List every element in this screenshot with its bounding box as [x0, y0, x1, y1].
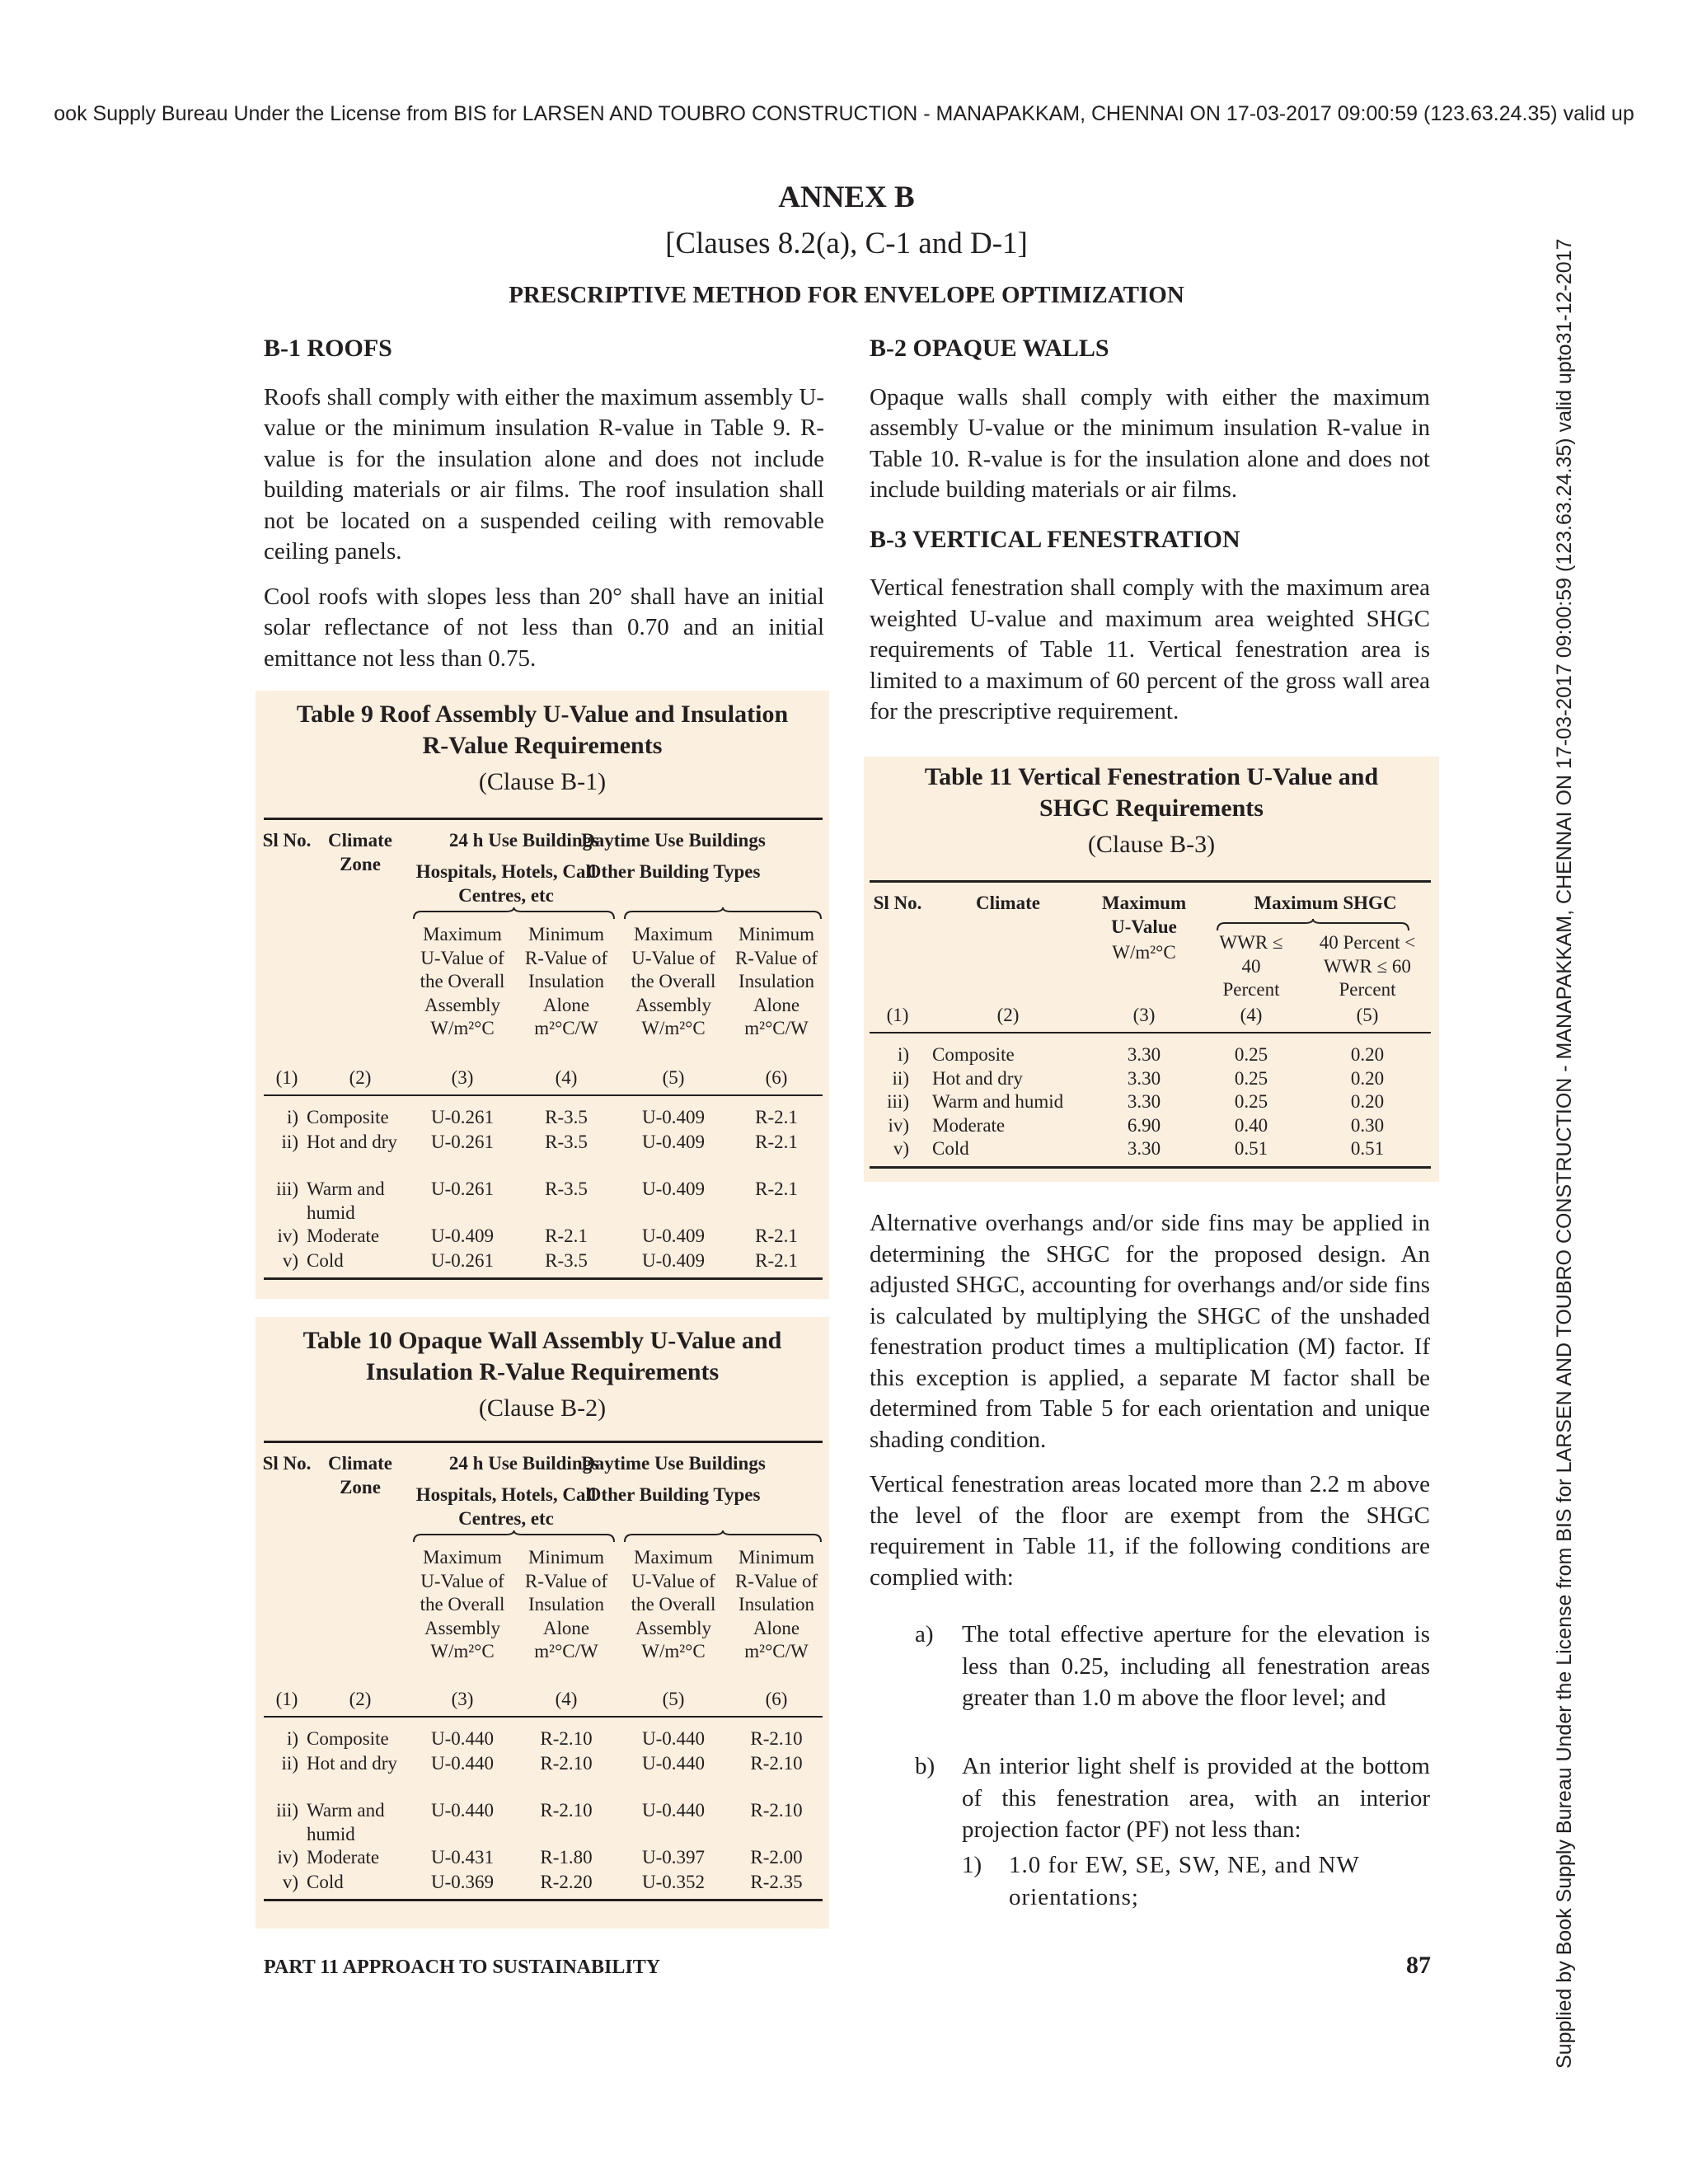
table9-h-24h: 24 h Use Buildings	[448, 830, 600, 851]
table9-row-v3: U-0.409	[430, 1226, 495, 1246]
item-1-label: 1)	[962, 1852, 982, 1878]
table9-row-sl: ii)	[281, 1132, 298, 1152]
table11-num-1: (1)	[886, 1005, 909, 1025]
table9-clause: (Clause B-1)	[478, 768, 607, 795]
table10-h-24h-sub: Hospitals, Hotels, Call Centres, etc	[415, 1484, 597, 1529]
table9-row-v3: U-0.261	[430, 1107, 495, 1127]
page-title: PRESCRIPTIVE METHOD FOR ENVELOPE OPTIMIZATION	[509, 282, 1184, 308]
table9-num-4: (4)	[555, 1067, 578, 1088]
table9-num-2: (2)	[349, 1067, 372, 1088]
table10-row-v5: U-0.440	[641, 1800, 706, 1821]
table11-row-s1: 0.25	[1234, 1044, 1268, 1065]
table11-h-shgc: Maximum SHGC	[1254, 893, 1397, 913]
table9-num-6: (6)	[765, 1067, 788, 1088]
table11-h-u: Maximum U-Value	[1101, 893, 1187, 937]
table11-h-wwr2: 40 Percent < WWR ≤ 60 Percent	[1319, 932, 1416, 1000]
table10-top-rule	[264, 1441, 823, 1443]
table11-num-5: (5)	[1356, 1005, 1379, 1025]
table9-subhead-5: Maximum U-Value of the Overall Assembly W/m²°C	[631, 924, 716, 1038]
table11-row-climate: Hot and dry	[932, 1067, 1023, 1089]
table11-row-s2: 0.51	[1350, 1138, 1385, 1159]
table10-row-v3: U-0.431	[430, 1847, 495, 1868]
table10-h-climate: Climate Zone	[328, 1453, 392, 1497]
table9-brace-day	[624, 907, 822, 920]
table9-subhead-6: Minimum R-Value of Insulation Alone m²°C/W	[734, 924, 818, 1038]
table10-row-sl: iv)	[277, 1847, 298, 1868]
table11-h-wwr1: WWR ≤ 40 Percent	[1219, 932, 1283, 1000]
table9-row-v6: R-2.1	[755, 1179, 798, 1199]
table10-num-4: (4)	[555, 1689, 578, 1709]
table9-row-sl: iii)	[276, 1179, 298, 1199]
table11-row-climate: Moderate	[932, 1114, 1006, 1136]
table11-row-s2: 0.20	[1350, 1091, 1385, 1112]
table11-num-3: (3)	[1132, 1005, 1156, 1025]
table10-num-1: (1)	[275, 1689, 298, 1709]
table10-row-v3: U-0.440	[430, 1728, 495, 1749]
table11-row-sl: i)	[897, 1044, 909, 1065]
table9-row-sl: v)	[282, 1250, 298, 1271]
right-para1: Alternative overhangs and/or side fins may be applied in determining the SHGC for the proposed design. An adjusted SHGC, accounting for overhangs and/or side fins is calculated by multiplying the SHGC of the unshaded fenestration product times a multiplication (M) factor. If this exception is applied, a separate M factor shall be determined from Table 5 for each orientation and unique shading condition.	[870, 1210, 1430, 1453]
table9-row-v3: U-0.261	[430, 1132, 495, 1152]
table11-h-u-unit: W/m²°C	[1112, 942, 1176, 963]
table10-clause: (Clause B-2)	[478, 1394, 607, 1422]
table10-subhead-4: Minimum R-Value of Insulation Alone m²°C/W	[524, 1547, 608, 1661]
table11-top-rule	[870, 880, 1431, 883]
table10-num-3: (3)	[451, 1689, 474, 1709]
page-number: 87	[1406, 1952, 1431, 1979]
table10-row-v6: R-2.10	[750, 1753, 803, 1774]
b3-para: Vertical fenestration shall comply with the maximum area weighted U-value and maximum area weighted SHGC requirements of Table 11. Vertical fenestration area is limited to a maximum of 60 percent of the gross wall area for the prescriptive requirement.	[870, 574, 1430, 724]
table9-row-zone: Composite	[307, 1107, 389, 1127]
table11-row-climate: Warm and humid	[932, 1091, 1064, 1112]
table10-row-zone: Moderate	[307, 1847, 380, 1868]
table11-bottom-rule	[870, 1166, 1431, 1169]
table9-row-v5: U-0.409	[641, 1107, 706, 1127]
table11-row-climate: Composite	[932, 1044, 1015, 1065]
table11	[870, 880, 1431, 1177]
table10-head-rule	[264, 1716, 823, 1718]
table11-row-u: 3.30	[1127, 1091, 1161, 1112]
table9-top-rule	[264, 818, 823, 820]
table9-num-5: (5)	[662, 1067, 685, 1088]
table9-row-v6: R-2.1	[755, 1132, 798, 1152]
table10-row-v6: R-2.10	[750, 1800, 803, 1821]
watermark-side: Supplied by Book Supply Bureau Under the License from BIS for LARSEN AND TOUBRO CONSTRUCTION - MANAPAKKAM, CHENNAI ON 17-03-2017 09:00:59 (123.63.24.35) valid upto31-12-2017	[1553, 238, 1576, 2069]
table10-row-v4: R-2.10	[540, 1753, 593, 1774]
table9-h-climate: Climate Zone	[328, 830, 392, 874]
table9-row-v3: U-0.261	[430, 1250, 495, 1271]
table9-row-zone: Hot and dry	[307, 1132, 397, 1152]
b1-heading: B-1 ROOFS	[264, 335, 392, 362]
footer-part: PART 11 APPROACH TO SUSTAINABILITY	[264, 1957, 661, 1978]
table9-num-3: (3)	[451, 1067, 474, 1088]
table9-subhead-4: Minimum R-Value of Insulation Alone m²°C/W	[524, 924, 608, 1038]
table9-row-zone: Cold	[307, 1250, 344, 1271]
table11-h-climate: Climate	[976, 893, 1040, 913]
table10-row-v5: U-0.440	[641, 1728, 706, 1749]
table11-row-s2: 0.30	[1350, 1114, 1385, 1136]
table10-h-day: Daytime Use Buildings	[581, 1453, 766, 1474]
table9-head-rule	[264, 1094, 823, 1096]
table10-num-5: (5)	[662, 1689, 685, 1709]
table10-h-24h: 24 h Use Buildings	[448, 1453, 600, 1474]
b2-heading: B-2 OPAQUE WALLS	[870, 335, 1109, 362]
table10-row-v3: U-0.440	[430, 1753, 495, 1774]
table10-row-v4: R-2.10	[540, 1800, 593, 1821]
table11-row-sl: iii)	[887, 1091, 909, 1112]
table9-h-day: Daytime Use Buildings	[581, 830, 766, 851]
table9-row-v5: U-0.409	[641, 1226, 706, 1246]
section-b1	[264, 333, 824, 674]
table10-row-v6: R-2.00	[750, 1847, 803, 1868]
table11-row-sl: v)	[893, 1138, 909, 1159]
table11-brace-shgc	[1217, 918, 1409, 931]
b2-para: Opaque walls shall comply with either the maximum assembly U-value or the minimum insulation R-value in Table 10. R-value is for the insulation alone and does not include building materials or air films.	[870, 383, 1430, 503]
b1-para1: Roofs shall comply with either the maximum assembly U-value or the minimum insulation R-value in Table 9. R-value is for the insulation alone and does not include building materials or air films. The roof insulation shall not be located on a suspended ceiling with removable ceiling panels.	[264, 383, 824, 565]
table9-row-sl: i)	[286, 1107, 298, 1127]
table9-bottom-rule	[264, 1277, 823, 1280]
table9-row-v5: U-0.409	[641, 1250, 706, 1271]
table10-row-v5: U-0.440	[641, 1753, 706, 1774]
table11-row-s1: 0.51	[1234, 1138, 1268, 1159]
table9-h-day-sub: Other Building Types	[586, 861, 761, 882]
item-b-label: b)	[915, 1753, 935, 1779]
table9-row-v4: R-3.5	[545, 1132, 588, 1152]
table9	[264, 818, 823, 1287]
table11-row-u: 3.30	[1127, 1044, 1161, 1065]
table10-brace-day	[624, 1530, 822, 1543]
annex-title: ANNEX B	[778, 180, 915, 214]
table11-row-s1: 0.25	[1234, 1067, 1268, 1089]
table10-subhead-6: Minimum R-Value of Insulation Alone m²°C/W	[734, 1547, 818, 1661]
annex-clauses: [Clauses 8.2(a), C-1 and D-1]	[665, 227, 1028, 260]
table10-row-zone: Warm and humid	[307, 1800, 385, 1844]
table11-title: Table 11 Vertical Fenestration U-Value and SHGC Requirements	[924, 763, 1379, 822]
table10-row-zone: Cold	[307, 1872, 344, 1892]
table10-num-2: (2)	[349, 1689, 372, 1709]
table10-num-6: (6)	[765, 1689, 788, 1709]
table9-row-v4: R-3.5	[545, 1107, 588, 1127]
table10	[264, 1441, 823, 1919]
table9-h-24h-sub: Hospitals, Hotels, Call Centres, etc	[415, 861, 597, 906]
table11-h-sl: Sl No.	[873, 893, 922, 913]
table10-h-sl: Sl No.	[262, 1453, 312, 1474]
table10-row-v4: R-2.20	[540, 1872, 593, 1892]
section-b2	[870, 333, 1430, 728]
item-a-label: a)	[915, 1621, 934, 1647]
table10-title: Table 10 Opaque Wall Assembly U-Value and Insulation R-Value Requirements	[302, 1327, 782, 1385]
table9-row-v4: R-3.5	[545, 1179, 588, 1199]
table10-row-v3: U-0.440	[430, 1800, 495, 1821]
table9-row-v4: R-3.5	[545, 1250, 588, 1271]
table10-row-sl: i)	[286, 1728, 298, 1749]
table9-brace-24h	[413, 907, 615, 920]
b1-para2: Cool roofs with slopes less than 20° shall have an initial solar reflectance of not less than 0.70 and an initial emittance not less than 0.75.	[264, 583, 824, 672]
item-b: An interior light shelf is provided at the bottom of this fenestration area, with an interior projection factor (PF) not less than:	[962, 1753, 1430, 1843]
item-1: 1.0 for EW, SE, SW, NE, and NW orientations;	[1009, 1852, 1360, 1910]
table10-row-zone: Hot and dry	[307, 1753, 397, 1774]
table10-bottom-rule	[264, 1899, 823, 1901]
table10-row-sl: v)	[282, 1872, 298, 1892]
table11-row-u: 3.30	[1127, 1067, 1161, 1089]
table11-row-s2: 0.20	[1350, 1044, 1385, 1065]
table10-h-day-sub: Other Building Types	[586, 1484, 761, 1505]
table9-h-sl: Sl No.	[262, 830, 312, 851]
table10-row-v6: R-2.35	[750, 1872, 803, 1892]
table10-row-v4: R-2.10	[540, 1728, 593, 1749]
table11-row-sl: ii)	[892, 1067, 909, 1089]
table10-brace-24h	[413, 1530, 615, 1543]
table10-row-sl: ii)	[281, 1753, 298, 1774]
table9-row-v6: R-2.1	[755, 1107, 798, 1127]
table9-row-sl: iv)	[277, 1226, 298, 1246]
table10-row-sl: iii)	[276, 1800, 298, 1821]
table9-row-zone: Warm and humid	[307, 1179, 385, 1223]
table9-subhead-3: Maximum U-Value of the Overall Assembly W/m²°C	[420, 924, 505, 1038]
table11-row-climate: Cold	[932, 1138, 969, 1159]
table11-row-sl: iv)	[888, 1114, 909, 1136]
table9-num-1: (1)	[275, 1067, 298, 1088]
table10-subhead-3: Maximum U-Value of the Overall Assembly W/m²°C	[420, 1547, 505, 1661]
table9-title: Table 9 Roof Assembly U-Value and Insulation R-Value Requirements	[296, 701, 789, 759]
table11-num-2: (2)	[996, 1005, 1020, 1025]
item-a: The total effective aperture for the elevation is less than 0.25, including all fenestration areas greater than 1.0 m above the floor level; and	[962, 1621, 1430, 1711]
table9-row-v6: R-2.1	[755, 1250, 798, 1271]
table11-clause: (Clause B-3)	[1087, 831, 1216, 858]
table11-row-s2: 0.20	[1350, 1067, 1385, 1089]
table10-row-v6: R-2.10	[750, 1728, 803, 1749]
table10-row-zone: Composite	[307, 1728, 389, 1749]
table9-row-v5: U-0.409	[641, 1132, 706, 1152]
table11-row-u: 6.90	[1127, 1114, 1161, 1136]
table10-row-v4: R-1.80	[540, 1847, 593, 1868]
table11-row-s1: 0.25	[1234, 1091, 1268, 1112]
table10-row-v5: U-0.352	[641, 1872, 706, 1892]
table10-row-v3: U-0.369	[430, 1872, 495, 1892]
watermark-top: ook Supply Bureau Under the License from BIS for LARSEN AND TOUBRO CONSTRUCTION - MANAPAKKAM, CHENNAI ON 17-03-2017 09:00:59 (123.63.24.35) valid up	[54, 102, 1634, 125]
table9-row-v5: U-0.409	[641, 1179, 706, 1199]
table9-row-v6: R-2.1	[755, 1226, 798, 1246]
right-continued	[870, 1208, 1430, 1593]
right-para2: Vertical fenestration areas located more than 2.2 m above the level of the floor are exempt from the SHGC requirement in Table 11, if the following conditions are complied with:	[870, 1471, 1430, 1591]
table9-row-v3: U-0.261	[430, 1179, 495, 1199]
table11-row-u: 3.30	[1127, 1138, 1161, 1159]
table10-subhead-5: Maximum U-Value of the Overall Assembly W/m²°C	[631, 1547, 716, 1661]
table11-row-s1: 0.40	[1234, 1114, 1268, 1136]
b3-heading: B-3 VERTICAL FENESTRATION	[870, 525, 1240, 553]
table10-row-v5: U-0.397	[641, 1847, 706, 1868]
table11-num-4: (4)	[1240, 1005, 1263, 1025]
table9-row-v4: R-2.1	[545, 1226, 588, 1246]
table11-head-rule	[870, 1032, 1431, 1033]
table9-row-zone: Moderate	[307, 1226, 380, 1246]
